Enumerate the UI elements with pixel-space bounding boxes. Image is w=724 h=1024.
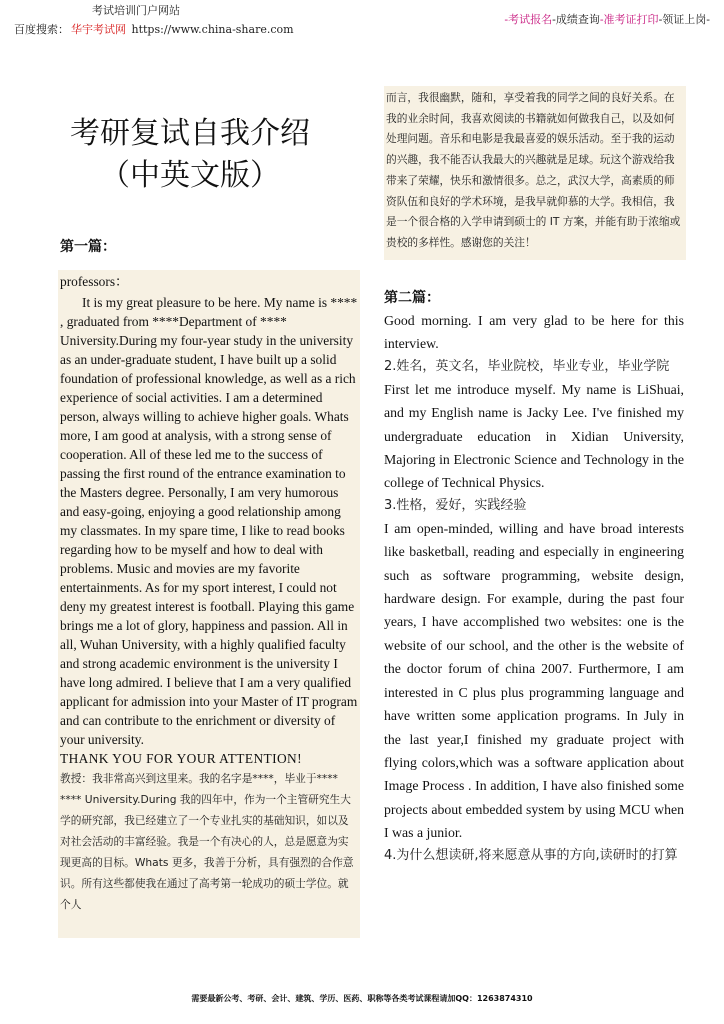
- link-exam-registration[interactable]: -考试报名: [504, 13, 553, 26]
- chinese-paragraph: 教授：我非常高兴到这里来。我的名字是****，毕业于**** **** University.During 我的四年中，作为一个主管研究生大学的研究部，我已经建立了一个专业扎实的基础知识，如以及对社会活动的丰富经验。我是一个有决心的人，总是愿意为实现更高的目标。Whats 更多，我善于分析，具有强烈的合作意识。所有这些都使我在通过了高考第一轮成功的硕士学位。就个人: [60, 772, 354, 911]
- link-certificate[interactable]: -领证上岗-: [658, 13, 710, 26]
- search-hint: [14, 21, 294, 37]
- footer-note: 需要最新公考、考研、会计、建筑、学历、医药、职称等各类考试课程请加QQ：1263874310: [191, 994, 533, 1003]
- point-3-heading: 3.性格，爱好，实践经验: [384, 497, 527, 513]
- section-1-heading: 第一篇：: [60, 239, 116, 255]
- greeting: Good morning. I am very glad to be here for this interview.: [384, 313, 684, 352]
- point-2-heading: 2.姓名，英文名，毕业院校，毕业专业，毕业学院: [384, 358, 670, 374]
- page-subtitle: （中英文版）: [100, 158, 280, 193]
- header-links: [504, 11, 710, 27]
- brand-link[interactable]: 华宇考试网: [71, 23, 126, 36]
- section-2-body: [384, 309, 684, 867]
- site-url[interactable]: https://www.china-share.com: [131, 23, 294, 36]
- section-1-continued-box: [384, 86, 686, 260]
- point-4-heading: 4.为什么想读研,将来愿意从事的方向,读研时的打算: [384, 847, 678, 863]
- salutation: professors：: [60, 274, 129, 289]
- page-title: 考研复试自我介绍: [70, 116, 310, 151]
- link-admission-ticket[interactable]: -准考证打印: [599, 13, 659, 26]
- english-paragraph: [58, 291, 360, 749]
- link-score-query[interactable]: -成绩查询: [552, 13, 600, 26]
- section-1-box: [58, 270, 360, 938]
- search-label: 百度搜索：: [14, 23, 69, 36]
- intro-paragraph: First let me introduce myself. My name is LiShuai, and my English name is Jacky Lee. I've finished my undergraduate education in Xidian University, Majoring in Electronic Science and Technology in the college of Technical Physics.: [384, 381, 684, 491]
- experience-paragraph: I am open-minded, willing and have broad interests like basketball, reading and especially in engineering such as software programming, website design, hardware design. For example, during the past four years, I have accomplished two websites: one is the website of our school, and the other is the website of the doctor forum of china 2007. Furthermore, I am interested in C plus plus programming language and have written some application programs. In July in the last year,I finished my graduate project with flying colors,which was a software application about Image Process . In addition, I have also finished some projects about embedded system by using MCU when I was a junior.: [384, 520, 684, 841]
- english-text: It is my great pleasure to be here. My name is **** , graduated from ****Department of **** University.During my four-year study in the university as an under-graduate student, I have built up a solid foundation of professional knowledge, as well as a rich experience of social activities. I am a determined person, always willing to achieve higher goals. Whats more, I am good at analysis, with a strong sense of cooperation. All of these led me to the success of passing the first round of the entrance examination to the Masters degree. Personally, I am very humorous and easy-going, enjoying a good relationship among my classmates. In my spare time, I like to read books regarding how to be myself and how to deal with problems. Music and movies are my favorite entertainments. As for my sport interest, I could not deny my greatest interest is football. Playing this game brings me a lot of glory, happiness and passion. All in all, Wuhan University, with a highly qualified faculty and strong academic environment is the university I have long admired. I believe that I am a very qualified applicant for admission into your Master of IT program and can contribute to the enrichment or diversity of your university.: [60, 295, 358, 747]
- section-2-heading: 第二篇：: [384, 290, 440, 306]
- chinese-paragraph-continued: 而言，我很幽默，随和，享受着我的同学之间的良好关系。在我的业余时间，我喜欢阅读的书籍就如何做我自己，以及如何处理问题。音乐和电影是我最喜爱的娱乐活动。至于我的运动的兴趣，我不能否认我最大的兴趣就是足球。玩这个游戏给我带来了荣耀，快乐和激情很多。总之，武汉大学，高素质的师资队伍和良好的学术环境，是我早就仰慕的大学。我相信，我是一个很合格的入学申请到硕士的 IT 方案，并能有助于浓缩或贵校的多样性。感谢您的关注！: [386, 91, 681, 249]
- thanks-line: THANK YOU FOR YOUR ATTENTION!: [60, 751, 302, 766]
- site-name: 考试培训门户网站: [92, 4, 180, 17]
